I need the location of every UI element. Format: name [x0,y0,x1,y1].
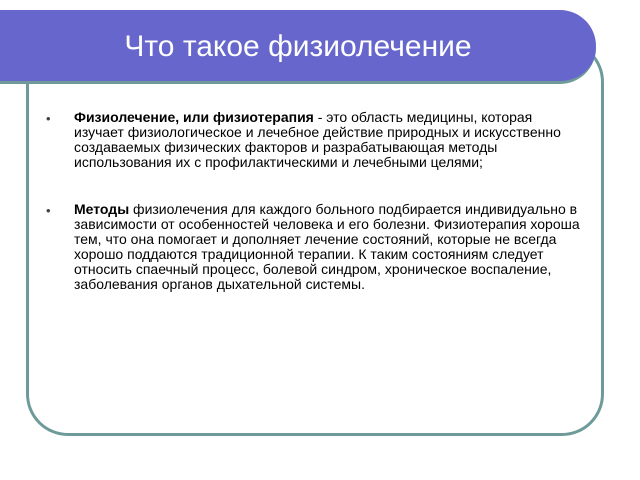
bullet-bold-text: Методы [74,201,130,217]
bullet-bold-text: Физиолечение, или физиотерапия [74,109,314,125]
bullet-list [44,110,584,292]
bullet-item-definition [44,110,584,170]
bullet-icon: • [46,203,51,218]
bullet-icon: • [46,111,51,126]
bullet-text: - это область медицины, которая изучает физиологическое и лечебное действие природных и искусственно создаваемых физических факторов и разрабатывающая методы использования их с профилактическими и лечебными целями; [74,109,561,170]
slide-title: Что такое физиолечение [124,30,472,63]
bullet-item-methods [44,202,584,292]
bullet-text: физиолечения для каждого больного подбирается индивидуально в зависимости от особенностей человека и его болезни. Физиотерапия хороша тем, что она помогает и дополняет лечение состояний, которые не всегда хорошо поддаются традиционной терапии. К таким состояниям следует относить спаечный процесс, болевой синдром, хроническое воспаление, заболевания органов дыхательной системы. [74,201,580,292]
